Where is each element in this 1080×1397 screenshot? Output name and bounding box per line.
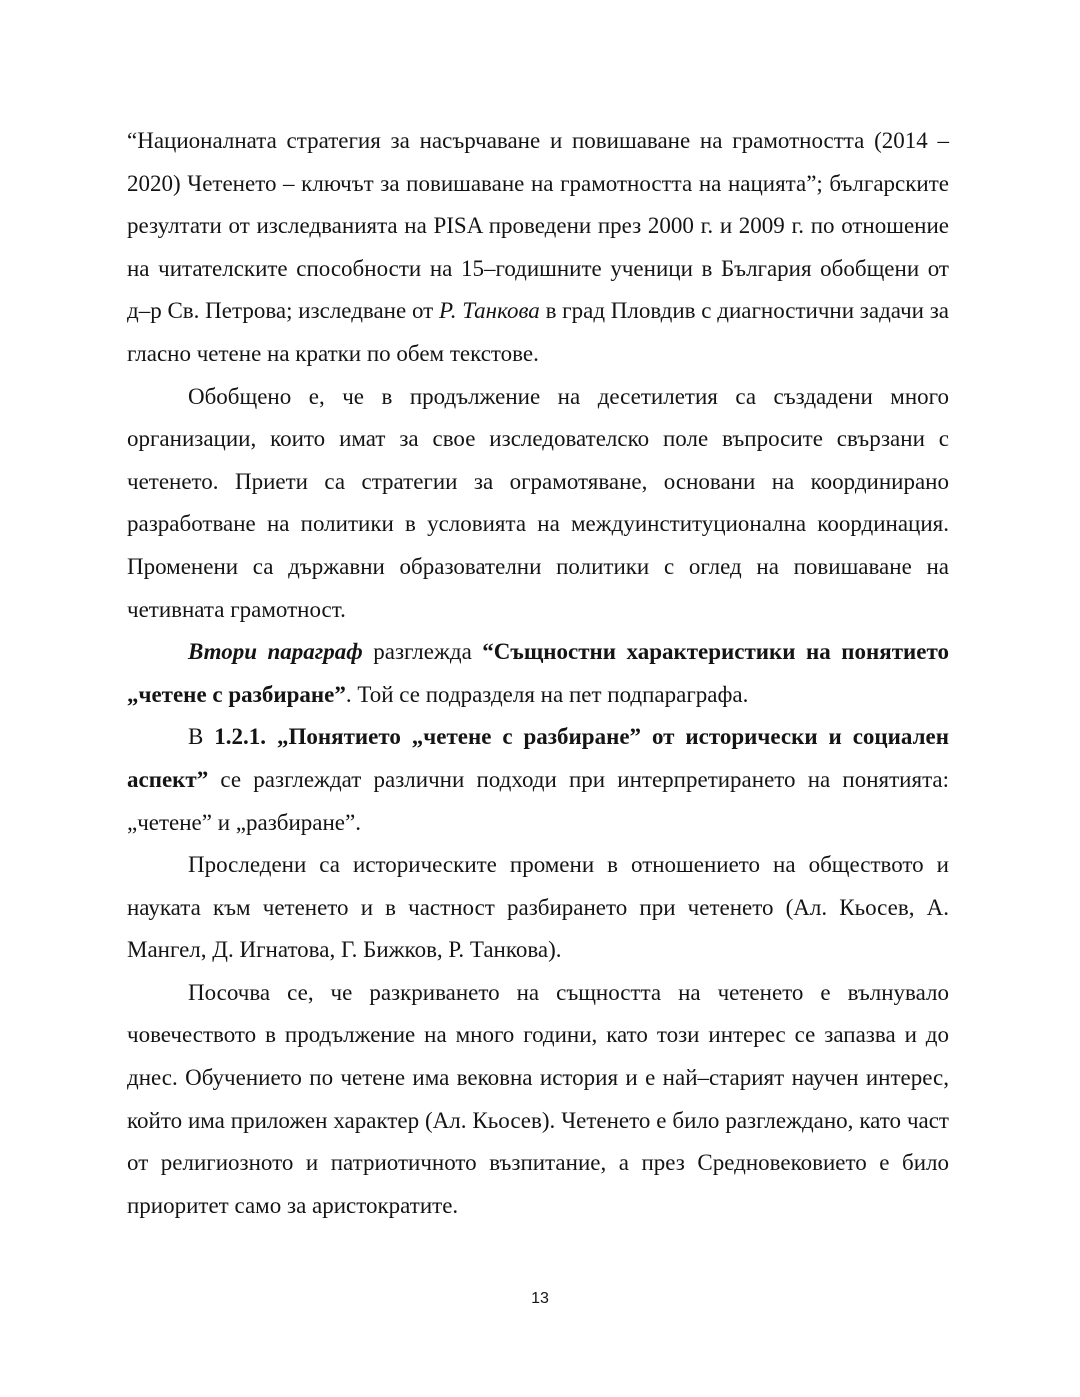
paragraph-5-text: Проследени са историческите промени в отношението на обществото и науката към четенето и в частност разбирането при четенето (Ал. Кьосев, А. Мангел, Д. Игнатова, Г. Бижков, Р. Танкова). <box>127 852 949 963</box>
paragraph-3-text-b: . Той се подразделя на пет подпараграфа. <box>345 681 749 707</box>
paragraph-3-text-a: разглежда <box>362 639 483 665</box>
body-text <box>127 120 949 1227</box>
paragraph-3-section-title: “Същностни характеристики на понятието „четене с разбиране” <box>127 639 949 707</box>
paragraph-1 <box>127 120 949 376</box>
paragraph-4-text-a: В <box>188 724 215 750</box>
paragraph-6 <box>127 972 949 1228</box>
paragraph-4-text-b: се разглеждат различни подходи при интерпретирането на понятията: „четене” и „разбиране”. <box>127 766 949 835</box>
paragraph-6-text: Посочва се, че разкриването на същността на четенето е вълнувало човечеството в продължение на много години, като този интерес се запазва и до днес. Обучението по четене има вековна история и е най–старият научен интерес, който има приложен характер (Ал. Кьосев). Четенето е било разглеждано, като част от религиозното и патриотичното възпитание, а през Средновековието е било приоритет само за аристократите. <box>127 979 949 1218</box>
paragraph-3 <box>127 631 949 716</box>
page-number: 13 <box>531 1290 549 1307</box>
paragraph-4-subsection-title: 1.2.1. „Понятието „четене с разбиране” от исторически и социален аспект” <box>127 724 950 792</box>
paragraph-2-text: Обобщено е, че в продължение на десетилетия са създадени много организации, които имат за свое изследователско поле въпросите свързани с четенето. Приети са стратегии за ограмотяване, основани на координирано разработване на политики в условията на междуинституционална координация. Променени са държавни образователни политики с оглед на повишаване на четивната грамотност. <box>127 383 949 622</box>
paragraph-3-section-label: Втори параграф <box>188 639 363 665</box>
paragraph-1-text-b: в град Пловдив с диагностични задачи за гласно четене на кратки по обем текстове. <box>127 298 950 366</box>
paragraph-1-italic-name: Р. Танкова <box>438 298 540 324</box>
paragraph-5 <box>127 844 949 972</box>
paragraph-4 <box>127 716 949 844</box>
paragraph-2 <box>127 376 949 632</box>
paragraph-1-text-a: “Националната стратегия за насърчаване и повишаване на грамотността (2014 – 2020) Четенето – ключът за повишаване на грамотността на нацията”; българските резултати от изследванията на PISA проведени през 2000 г. и 2009 г. по отношение на читателските способности на 15–годишните ученици в България обобщени от д–р Св. Петрова; изследване от <box>127 128 949 324</box>
